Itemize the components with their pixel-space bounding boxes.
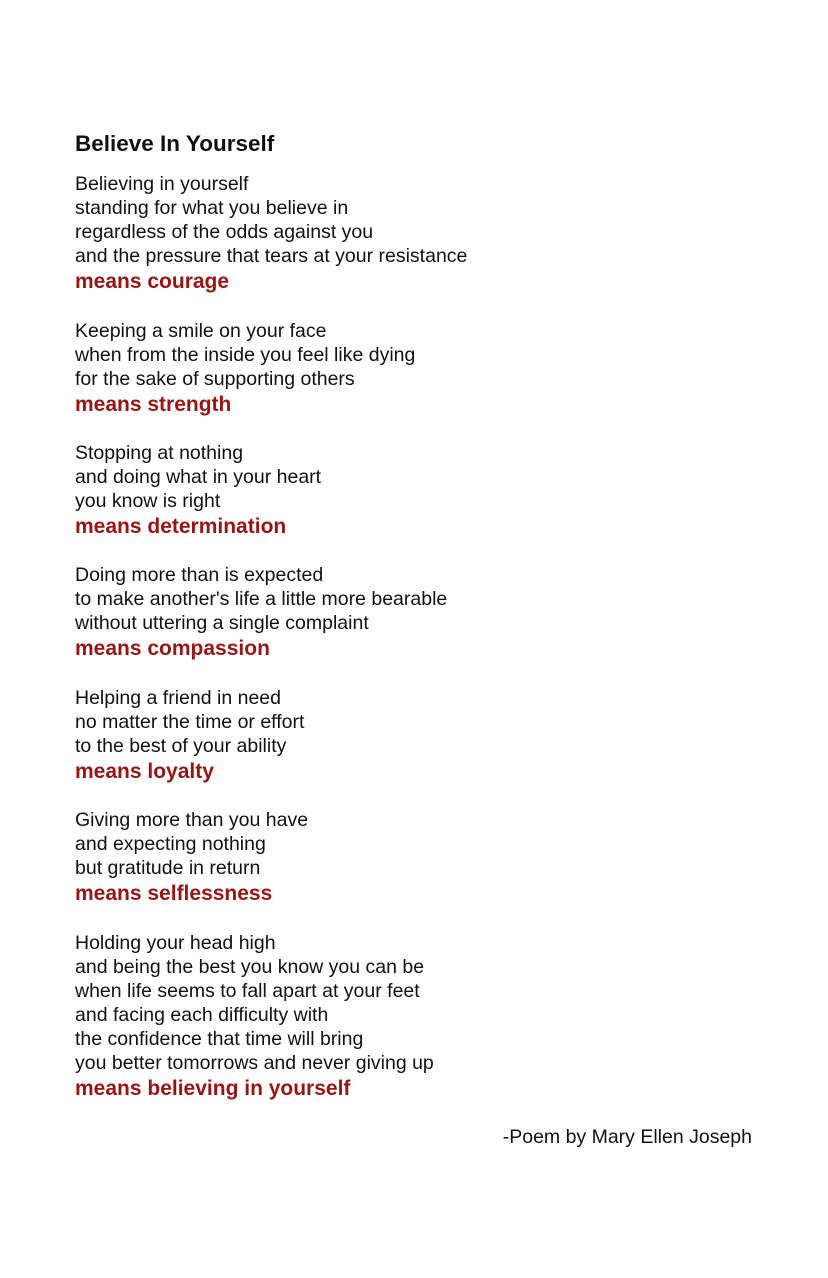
stanza-7 xyxy=(75,931,434,1103)
stanza-line: without uttering a single complaint xyxy=(75,612,369,634)
stanza-1 xyxy=(75,172,467,296)
poem-attribution: -Poem by Mary Ellen Joseph xyxy=(502,1126,752,1148)
stanza-line: you know is right xyxy=(75,490,221,512)
stanza-line: regardless of the odds against you xyxy=(75,221,374,243)
stanza-refrain: means loyalty xyxy=(75,760,214,783)
stanza-4 xyxy=(75,563,447,663)
stanza-line: Holding your head high xyxy=(75,932,276,954)
stanza-line: and the pressure that tears at your resistance xyxy=(75,245,468,267)
stanza-refrain: means determination xyxy=(75,515,287,538)
poem-title: Believe In Yourself xyxy=(75,131,275,156)
stanza-line: no matter the time or effort xyxy=(75,711,305,733)
stanza-2 xyxy=(75,319,415,419)
stanza-line: Doing more than is expected xyxy=(75,564,324,586)
stanza-refrain: means strength xyxy=(75,393,232,416)
stanza-line: and expecting nothing xyxy=(75,833,266,855)
stanza-refrain: means believing in yourself xyxy=(75,1077,351,1100)
stanza-line: and doing what in your heart xyxy=(75,466,322,488)
stanza-5 xyxy=(75,686,304,786)
stanza-line: the confidence that time will bring xyxy=(75,1028,364,1050)
stanza-line: and facing each difficulty with xyxy=(75,1004,329,1026)
stanza-line: but gratitude in return xyxy=(75,857,261,879)
stanza-line: Stopping at nothing xyxy=(75,442,244,464)
stanza-line: Believing in yourself xyxy=(75,173,249,195)
stanza-line: Giving more than you have xyxy=(75,809,309,831)
stanza-line: when life seems to fall apart at your feet xyxy=(75,980,420,1002)
stanza-line: Keeping a smile on your face xyxy=(75,320,327,342)
stanza-line: Helping a friend in need xyxy=(75,687,281,709)
stanza-line: for the sake of supporting others xyxy=(75,368,355,390)
stanza-line: standing for what you believe in xyxy=(75,197,349,219)
stanza-6 xyxy=(75,808,308,908)
stanza-line: you better tomorrows and never giving up xyxy=(75,1052,434,1074)
stanza-line: and being the best you know you can be xyxy=(75,956,425,978)
stanza-refrain: means selflessness xyxy=(75,882,273,905)
stanza-refrain: means compassion xyxy=(75,637,270,660)
stanza-3 xyxy=(75,441,321,541)
stanza-line: to the best of your ability xyxy=(75,735,287,757)
stanza-line: when from the inside you feel like dying xyxy=(75,344,416,366)
stanza-line: to make another's life a little more bearable xyxy=(75,588,448,610)
stanza-refrain: means courage xyxy=(75,270,230,293)
